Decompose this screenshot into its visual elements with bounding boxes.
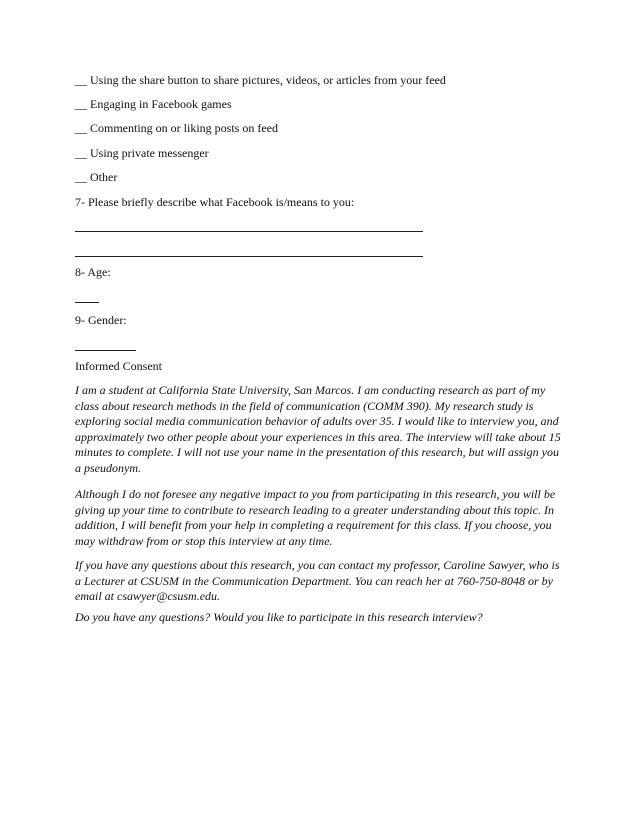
answer-line-1: [75, 231, 423, 232]
option-games: __ Engaging in Facebook games: [75, 97, 232, 111]
question-9: 9- Gender:: [75, 313, 127, 327]
consent-heading: Informed Consent: [75, 359, 162, 373]
answer-line-2: [75, 256, 423, 257]
consent-paragraph-question: Do you have any questions? Would you like to participate in this research interview?: [75, 610, 483, 624]
gender-answer-line: [75, 350, 136, 351]
option-other: __ Other: [75, 170, 118, 184]
option-share: __ Using the share button to share pictures, videos, or articles from your feed: [75, 73, 446, 87]
consent-paragraph-contact: If you have any questions about this research, you can contact my professor, Caroline Sawyer, who is a Lecturer at CSUSM in the Communication Department. You can reach her at 760-750-8048 or by email at csawyer@csusm.edu.: [75, 558, 560, 603]
question-7: 7- Please briefly describe what Facebook is/means to you:: [75, 195, 355, 209]
option-messenger: __ Using private messenger: [75, 146, 209, 160]
consent-paragraph-impact: Although I do not foresee any negative impact to you from participating in this research, you will be giving up your time to contribute to research leading to a greater understanding about this topic. In addition, I will benefit from your help in completing a requirement for this class. If you choose, you may withdraw from or stop this interview at any time.: [75, 487, 556, 548]
consent-paragraph-intro: I am a student at California State University, San Marcos. I am conducting research as part of my class about research methods in the field of communication (COMM 390). My research study is exploring social media communication behavior of adults over 35. I would like to interview you, and approximately two other people about your experiences in this area. The interview will take about 15 minutes to complete. I will not use your name in the presentation of this research, but will assign you a pseudonym.: [75, 383, 561, 475]
age-answer-line: [75, 302, 99, 303]
question-8: 8- Age:: [75, 265, 111, 279]
option-commenting: __ Commenting on or liking posts on feed: [75, 121, 278, 135]
